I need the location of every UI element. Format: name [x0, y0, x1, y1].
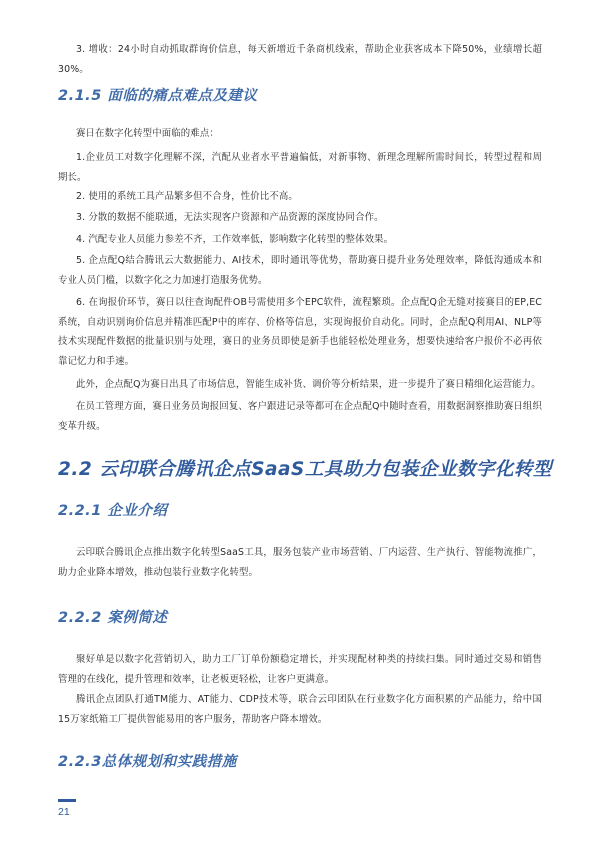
section-heading-2-1-5: 2.1.5 面临的痛点难点及建议	[58, 88, 258, 104]
list-item: 4. 汽配专业人员能力参差不齐，工作效率低，影响数字化转型的整体效果。	[76, 234, 394, 245]
list-item: 此外，企点配Q为赛日出具了市场信息，智能生成补货、调价等分析结果，进一步提升了赛日精细化运营能力。	[76, 379, 541, 390]
page-number: 21	[58, 806, 70, 818]
intro-paragraph: 3. 增收：24小时自动抓取群询价信息，每天新增近千条商机线索，帮助企业获客成本下降50%，业绩增长超30%。	[58, 44, 542, 75]
section-body: 聚好单是以数字化营销切入，助力工厂订单份额稳定增长，并实现配材种类的持续扫集。同时通过交易和销售管理的在线化，提升管理和效率，让老板更轻松，让客户更满意。	[58, 654, 542, 685]
section-heading-2-2-1: 2.2.1 企业介绍	[58, 503, 168, 519]
list-item: 6. 在询报价环节，赛日以往查询配件OB号需使用多个EPC软件，流程繁琐。企点配Q企无缝对接赛目的EP,EC系统，自动识别询价信息并精准匹配P中的库存、价格等信息，实现询报价自动化。同时，企点配Q利用AI、NLP等技术实现配件数据的批量识别与处理，赛日的业务员即使是新手也能轻松处理业务，想要快速给客户报价不必再依靠记忆力和手速。	[58, 297, 542, 367]
section-body: 云印联合腾讯企点推出数字化转型SaaS工具，服务包装产业市场营销、厂内运营、生产执行、智能物流推广，助力企业降本增效，推动包装行业数字化转型。	[58, 547, 542, 578]
list-item: 3. 分散的数据不能联通，无法实现客户资源和产品资源的深度协同合作。	[76, 212, 384, 223]
list-item: 2. 使用的系统工具产品繁多但不合身，性价比不高。	[76, 191, 298, 202]
section-heading-2-2: 2.2 云印联合腾讯企点SaaS工具助力包装企业数字化转型	[58, 459, 552, 480]
list-item: 在员工管理方面，赛日业务员询报回复、客户跟进记录等都可在企点配Q中随时查看，用数据洞察推助赛日组织变革升级。	[58, 401, 542, 432]
section-body: 腾讯企点团队打通TM能力、AT能力、CDP技术等，联合云印团队在行业数字化方面积累的产品能力，给中国15万家纸箱工厂提供智能易用的客户服务，帮助客户降本增效。	[58, 694, 542, 725]
section-heading-2-2-3: 2.2.3总体规划和实践措施	[58, 754, 237, 770]
section-heading-2-2-2: 2.2.2 案例简述	[58, 610, 168, 626]
footer-accent-bar	[58, 799, 76, 802]
list-item: 5. 企点配Q结合腾讯云大数据能力、AI技术，即时通讯等优势，帮助赛日提升业务处理效率，降低沟通成本和专业人员门槛，以数字化之力加速打造服务优势。	[58, 255, 542, 286]
list-item: 1.企业员工对数字化理解不深，汽配从业者水平普遍偏低，对新事物、新理念理解所需时间长，转型过程和周期长。	[58, 152, 542, 183]
section-lead: 赛日在数字化转型中面临的难点：	[76, 128, 219, 139]
